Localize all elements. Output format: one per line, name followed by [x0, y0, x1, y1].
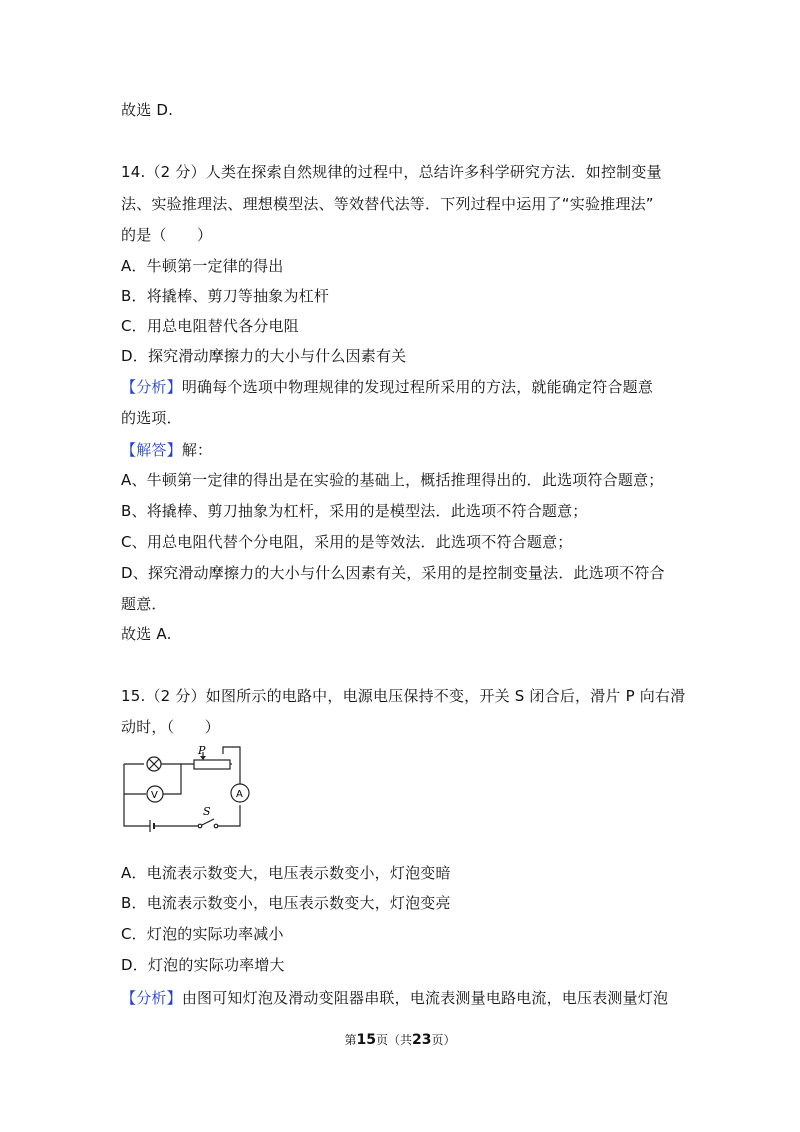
ammeter-label: A	[236, 789, 243, 800]
switch-label: S	[203, 805, 211, 818]
voltmeter-label: V	[151, 790, 158, 801]
answer-14-header: 【解答】解：	[121, 441, 213, 459]
question-14-option-a: A．牛顿第一定律的得出	[121, 257, 284, 275]
current-page-number: 15	[356, 1032, 376, 1048]
answer-14-a: A、牛顿第一定律的得出是在实验的基础上，概括推理得出的．此选项符合题意；	[121, 471, 664, 489]
answer-14-c: C、用总电阻代替个分电阻，采用的是等效法．此选项不符合题意；	[121, 533, 573, 551]
question-15-option-d: D．灯泡的实际功率增大	[121, 956, 285, 974]
analysis-15-line-1: 【分析】由图可知灯泡及滑动变阻器串联，电流表测量电路电流，电压表测量灯泡	[121, 989, 669, 1007]
circuit-diagram	[118, 742, 268, 832]
line-conclusion-d: 故选 D.	[121, 101, 174, 119]
question-15-option-b: B．电流表示数变小，电压表示数变大，灯泡变亮	[121, 894, 451, 912]
question-14-option-c: C．用总电阻替代各分电阻	[121, 317, 299, 335]
total-page-count: 23	[412, 1032, 432, 1048]
answer-14-d-2: 题意．	[121, 595, 167, 613]
answer-14-b: B、将撬棒、剪刀抽象为杠杆，采用的是模型法．此选项不符合题意；	[121, 502, 588, 520]
question-15-stem-2: 动时，（ ）	[121, 718, 220, 736]
page-footer: 第15页（共23页）	[344, 1032, 456, 1048]
slider-label: P	[198, 744, 206, 757]
analysis-tag: 【分析】	[121, 989, 182, 1007]
question-15-option-a: A．电流表示数变大，电压表示数变小，灯泡变暗	[121, 864, 451, 882]
analysis-14-line-1: 【分析】明确每个选项中物理规律的发现过程所采用的方法，就能确定符合题意	[121, 378, 654, 396]
answer-14-d-1: D、探究滑动摩擦力的大小与什么因素有关，采用的是控制变量法．此选项不符合	[121, 564, 665, 582]
question-14-stem-3: 的是（ ）	[121, 226, 213, 244]
question-15-stem-1: 15.（2 分）如图所示的电路中，电源电压保持不变，开关 S 闭合后，滑片 P 向右滑	[121, 687, 686, 705]
question-14-stem-1: 14.（2 分）人类在探索自然规律的过程中，总结许多科学研究方法．如控制变量	[121, 163, 662, 181]
analysis-tag: 【分析】	[121, 378, 182, 396]
line-conclusion-a: 故选 A.	[121, 625, 172, 643]
question-15-option-c: C．灯泡的实际功率减小	[121, 925, 284, 943]
question-14-option-d: D．探究滑动摩擦力的大小与什么因素有关	[121, 347, 407, 365]
question-14-stem-2: 法、实验推理法、理想模型法、等效替代法等．下列过程中运用了“实验推理法”	[121, 195, 654, 213]
answer-tag: 【解答】	[121, 441, 182, 459]
analysis-14-line-2: 的选项．	[121, 409, 182, 427]
question-14-option-b: B．将撬棒、剪刀等抽象为杠杆	[121, 287, 330, 305]
